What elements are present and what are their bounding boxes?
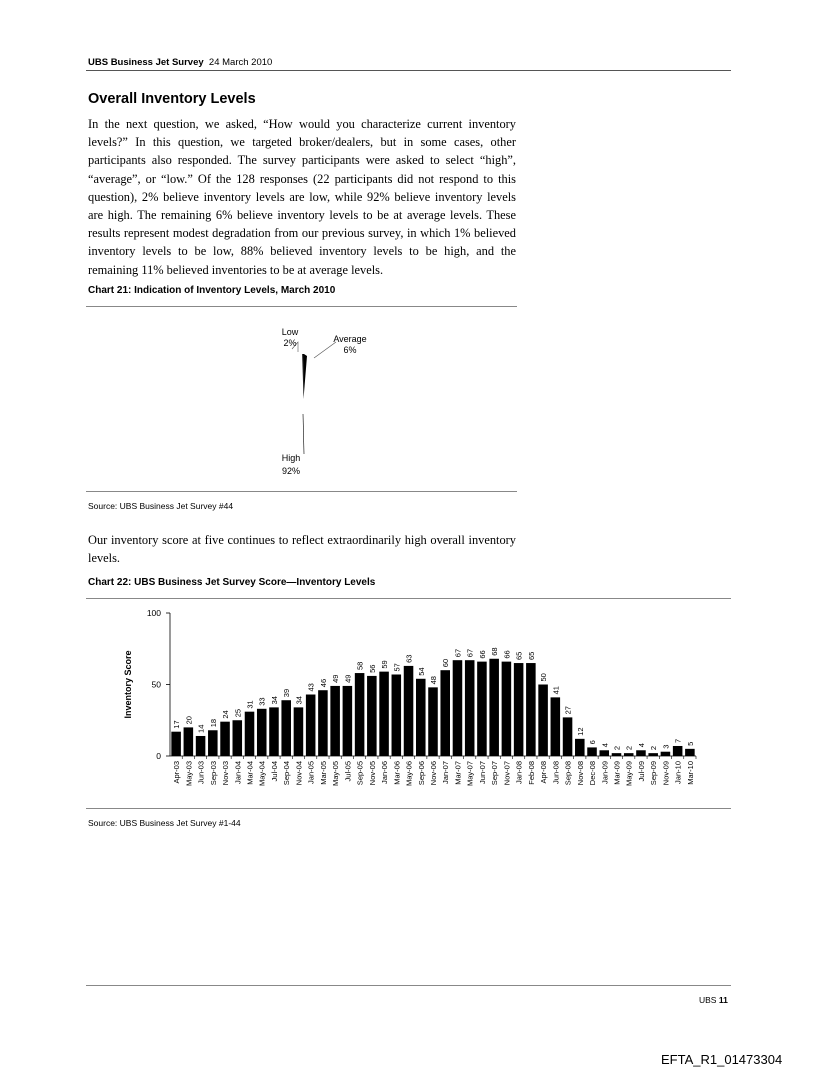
x-tick-label: Nov-08 xyxy=(575,761,585,786)
chart21-title: Chart 21: Indication of Inventory Levels, March 2010 xyxy=(88,285,336,296)
bar-data-label: 31 xyxy=(245,700,255,709)
y-tick-label: 50 xyxy=(151,679,161,690)
x-tick-label: May-06 xyxy=(404,761,414,787)
bar-data-label: 67 xyxy=(453,648,463,658)
bar-data-label: 34 xyxy=(294,696,304,705)
x-tick-label: Sep-08 xyxy=(563,761,573,786)
bar-data-label: 67 xyxy=(465,648,475,658)
x-tick-label: Sep-09 xyxy=(649,761,659,786)
bar xyxy=(416,679,426,756)
pie-label-low-name: Low xyxy=(281,327,299,337)
bar xyxy=(551,697,561,756)
bar-data-label: 66 xyxy=(502,650,512,659)
bar xyxy=(477,662,487,756)
bar xyxy=(526,663,536,756)
pie-leader-average xyxy=(314,342,336,358)
x-tick-label: Jun-08 xyxy=(551,761,561,784)
y-tick-label: 100 xyxy=(146,608,161,618)
bar-data-label: 5 xyxy=(685,741,695,746)
bar-data-label: 24 xyxy=(221,710,231,719)
bar-data-label: 25 xyxy=(233,708,243,718)
chart21-pie xyxy=(86,309,517,489)
bar xyxy=(612,753,622,756)
bar-data-label: 63 xyxy=(404,654,414,663)
bar xyxy=(599,750,609,756)
bar-data-label: 7 xyxy=(673,738,683,743)
x-tick-label: Jan-10 xyxy=(673,761,683,784)
bar xyxy=(318,690,328,756)
page-number: 11 xyxy=(718,995,728,1005)
pie-label-high-value: 92% xyxy=(281,466,301,476)
chart21-bottom-rule xyxy=(86,491,517,492)
bar xyxy=(685,749,695,756)
x-tick-label: Nov-06 xyxy=(429,761,438,786)
x-tick-label: Jan-06 xyxy=(380,761,390,784)
pie-slice-average xyxy=(304,354,308,399)
x-tick-label: Jan-09 xyxy=(600,761,610,784)
bar-data-label: 18 xyxy=(208,718,218,728)
pie-slice-high xyxy=(303,414,304,454)
bar-data-label: 39 xyxy=(282,688,292,698)
bar xyxy=(245,712,255,756)
x-tick-label: Sep-05 xyxy=(355,761,365,786)
bar-data-label: 41 xyxy=(551,686,561,695)
bar-data-label: 12 xyxy=(575,727,585,736)
bar xyxy=(563,717,573,756)
x-tick-label: Jul-04 xyxy=(269,761,279,782)
bar xyxy=(673,746,683,756)
x-tick-label: May-07 xyxy=(465,761,475,787)
bar xyxy=(587,747,597,756)
x-tick-label: Mar-07 xyxy=(453,761,463,785)
x-tick-label: May-09 xyxy=(624,761,634,787)
bar-data-label: 48 xyxy=(429,676,438,685)
x-tick-label: Jul-09 xyxy=(636,761,646,782)
header-date: 24 March 2010 xyxy=(208,57,273,68)
pie-label-average-name: Average xyxy=(333,334,367,344)
bar-data-label: 50 xyxy=(539,673,549,682)
bar xyxy=(367,676,377,756)
bar-data-label: 49 xyxy=(343,674,353,683)
bar xyxy=(233,720,243,756)
bar xyxy=(575,739,585,756)
chart22-title: Chart 22: UBS Business Jet Survey Score—Inventory Levels xyxy=(88,577,376,588)
chart22-bar xyxy=(86,600,731,805)
x-tick-label: Feb-08 xyxy=(526,761,536,785)
bar xyxy=(355,673,365,756)
bar xyxy=(440,670,450,756)
bar-data-label: 58 xyxy=(355,661,365,671)
x-tick-label: Mar-05 xyxy=(318,761,328,785)
bar-data-label: 49 xyxy=(331,674,341,683)
bar xyxy=(294,707,304,756)
x-tick-label: Mar-04 xyxy=(245,761,255,785)
bar xyxy=(306,695,316,756)
bar-data-label: 54 xyxy=(416,667,426,676)
bar xyxy=(392,674,402,756)
x-tick-label: Apr-03 xyxy=(172,761,182,784)
bar-data-label: 33 xyxy=(257,697,267,706)
bar xyxy=(171,732,181,756)
x-tick-label: Jun-07 xyxy=(477,761,487,784)
x-tick-label: Jan-08 xyxy=(514,761,524,784)
x-tick-label: Sep-06 xyxy=(416,761,426,786)
x-tick-label: Jan-04 xyxy=(233,761,243,784)
body-paragraph-2: Our inventory score at five continues to reflect extraordinarily high overall inventory levels. xyxy=(88,533,516,566)
bar-data-label: 65 xyxy=(526,651,536,661)
bar xyxy=(453,660,463,756)
body-paragraph-1: In the next question, we asked, “How would you characterize current inventory levels?” In this question, we targeted broker/dealers, but in some cases, other participants also responded. The survey participants were asked to select “high”, “average”, or “low.” Of the 128 responses (22 participants did not respond to this question), 2% believe inventory levels are low, while 92% believe inventory levels are high. The remaining 6% believe inventory levels to be at average levels. These results represent modest degradation from our previous survey, in which 1% believed inventory levels to be low, 88% believed inventory levels to be high, and the remaining 11% believed inventories to be at average levels. xyxy=(88,117,516,277)
bar-data-label: 66 xyxy=(477,650,487,659)
x-tick-label: May-04 xyxy=(257,761,267,787)
bar xyxy=(648,753,658,756)
bar xyxy=(220,722,230,756)
bar xyxy=(624,753,634,756)
bar-data-label: 57 xyxy=(392,663,402,672)
page-header xyxy=(88,57,272,68)
section-title: Overall Inventory Levels xyxy=(88,91,256,107)
x-tick-label: Mar-09 xyxy=(612,761,622,785)
x-tick-label: Apr-08 xyxy=(539,761,549,784)
x-tick-label: May-03 xyxy=(184,761,194,787)
bar-data-label: 27 xyxy=(563,706,573,715)
bar xyxy=(257,709,267,756)
bar-data-label: 65 xyxy=(514,651,524,661)
bar xyxy=(538,685,548,757)
x-tick-label: Jan-07 xyxy=(441,761,451,784)
bar xyxy=(514,663,524,756)
bar xyxy=(379,672,389,756)
bar-data-label: 17 xyxy=(172,720,182,729)
pie-label-low-value: 2% xyxy=(283,338,297,348)
x-tick-label: Nov-07 xyxy=(502,761,512,786)
footer-rule xyxy=(86,985,731,986)
bar-data-label: 43 xyxy=(306,683,316,692)
bar-data-label: 2 xyxy=(649,745,659,751)
bar-data-label: 68 xyxy=(490,647,500,656)
x-tick-label: Nov-09 xyxy=(661,761,671,786)
bar xyxy=(269,707,279,756)
chart21-source: Source: UBS Business Jet Survey #44 xyxy=(88,501,234,511)
x-tick-label: May-05 xyxy=(331,761,341,787)
chart22-bottom-rule xyxy=(86,808,731,809)
footer-brand: UBS xyxy=(699,995,717,1005)
bar xyxy=(196,736,206,756)
bar-data-label: 6 xyxy=(588,740,598,745)
bar xyxy=(404,666,414,756)
x-tick-label: Nov-05 xyxy=(367,761,377,786)
x-tick-label: Mar-10 xyxy=(685,761,695,785)
pie-label-average-value: 6% xyxy=(343,345,357,355)
bar-data-label: 14 xyxy=(196,724,206,733)
document-id: EFTA_R1_01473304 xyxy=(661,1052,783,1067)
x-tick-label: Sep-04 xyxy=(282,761,292,786)
x-tick-label: Jun-03 xyxy=(196,761,206,784)
x-tick-label: Nov-03 xyxy=(221,761,231,786)
bar-data-label: 2 xyxy=(624,745,634,751)
y-axis-label: Inventory Score xyxy=(123,650,133,719)
bar xyxy=(184,727,194,756)
header-rule xyxy=(86,70,731,71)
bar-data-label: 34 xyxy=(269,696,279,705)
bar-data-label: 4 xyxy=(600,743,610,748)
bar xyxy=(636,750,646,756)
page-footer xyxy=(699,995,728,1005)
bar xyxy=(208,730,218,756)
x-tick-label: Dec-08 xyxy=(588,761,598,786)
bar-data-label: 59 xyxy=(380,660,390,669)
header-publication: UBS Business Jet Survey xyxy=(88,57,204,68)
bar-data-label: 46 xyxy=(318,678,328,688)
bar-data-label: 2 xyxy=(612,745,622,751)
x-tick-label: Sep-07 xyxy=(490,761,500,786)
chart21-top-rule xyxy=(86,306,517,307)
bar-data-label: 60 xyxy=(441,658,451,668)
x-tick-label: Mar-06 xyxy=(392,761,402,785)
x-tick-label: Jul-05 xyxy=(343,761,353,782)
bar xyxy=(343,686,353,756)
chart22-top-rule xyxy=(86,598,731,599)
pie-label-high-name: High xyxy=(281,453,301,463)
bar xyxy=(502,662,512,756)
y-tick-label: 0 xyxy=(156,751,161,761)
bar-data-label: 4 xyxy=(636,743,646,748)
bar xyxy=(428,687,438,756)
bar xyxy=(330,686,340,756)
x-tick-label: Nov-04 xyxy=(294,761,304,786)
bar xyxy=(281,700,291,756)
bar-data-label: 3 xyxy=(661,744,671,749)
bar xyxy=(465,660,475,756)
bar-data-label: 20 xyxy=(184,716,194,725)
chart22-source: Source: UBS Business Jet Survey #1-44 xyxy=(88,818,241,828)
bar-data-label: 56 xyxy=(367,664,377,673)
x-tick-label: Jan-05 xyxy=(306,761,316,784)
bar xyxy=(661,752,671,756)
x-tick-label: Sep-03 xyxy=(208,761,218,786)
bar xyxy=(489,659,499,756)
